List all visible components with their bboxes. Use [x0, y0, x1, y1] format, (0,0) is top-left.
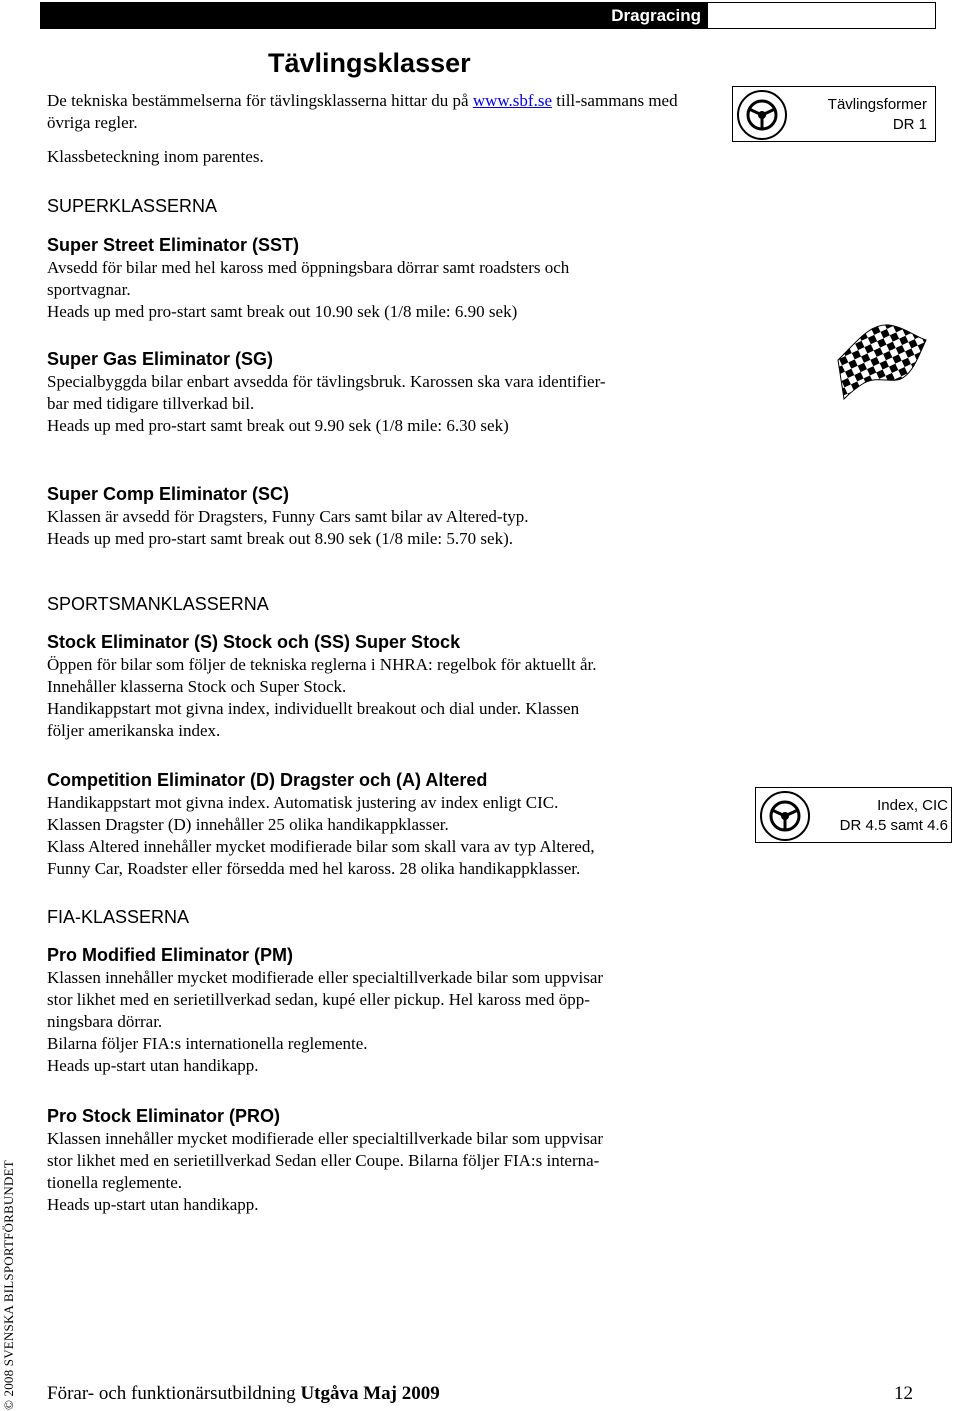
- class-line: Avsedd för bilar med hel kaross med öppningsbara dörrar samt roadsters och: [47, 258, 570, 277]
- footer: [47, 1383, 913, 1405]
- sidebox-index-cic: [755, 787, 952, 843]
- sidebox-text: [828, 95, 927, 135]
- section-sportsmanklasserna: SPORTSMANKLASSERNA: [47, 594, 269, 614]
- class-title: Super Comp Eliminator (SC): [47, 484, 290, 504]
- page-title: Tävlingsklasser: [268, 48, 471, 78]
- sidebox-line2: DR 1: [892, 116, 927, 133]
- sidebox-text: [840, 796, 948, 836]
- class-line: bar med tidigare tillverkad bil.: [47, 394, 255, 413]
- intro-before-link: De tekniska bestämmelserna för tävlingsklasserna hittar du på: [47, 91, 473, 110]
- class-line: stor likhet med en serietillverkad Sedan eller Coupe. Bilarna följer FIA:s interna-: [47, 1151, 600, 1170]
- class-line: Heads up med pro-start samt break out 9.90 sek (1/8 mile: 6.30 sek): [47, 416, 509, 435]
- class-line: Klassen Dragster (D) innehåller 25 olika handikappklasser.: [47, 815, 449, 834]
- class-line: Innehåller klasserna Stock och Super Stock.: [47, 677, 347, 696]
- class-line: stor likhet med en serietillverkad sedan, kupé eller pickup. Hel kaross med öpp-: [47, 990, 590, 1009]
- class-title: Super Street Eliminator (SST): [47, 235, 300, 255]
- sbf-logo-icon: [759, 790, 811, 842]
- header-box: [707, 2, 936, 29]
- sidebox-line2: DR 4.5 samt 4.6: [839, 817, 948, 834]
- section-fia-klasserna: FIA-KLASSERNA: [47, 907, 190, 927]
- sbf-logo-icon: [736, 89, 788, 141]
- class-line: tionella reglemente.: [47, 1173, 182, 1192]
- class-line: Heads up med pro-start samt break out 10.90 sek (1/8 mile: 6.90 sek): [47, 302, 518, 321]
- class-title: Stock Eliminator (S) Stock och (SS) Super Stock: [47, 632, 461, 652]
- section-superklasserna: SUPERKLASSERNA: [47, 196, 218, 216]
- class-line: Specialbyggda bilar enbart avsedda för tävlingsbruk. Karossen ska vara identifier-: [47, 372, 606, 391]
- checkered-flag-icon: [834, 315, 929, 400]
- class-line: Funny Car, Roadster eller försedda med hel kaross. 28 olika handikappklasser.: [47, 859, 581, 878]
- class-sg: [47, 347, 697, 437]
- class-line: följer amerikanska index.: [47, 721, 221, 740]
- header-bar: [40, 2, 707, 29]
- class-line: sportvagnar.: [47, 280, 131, 299]
- class-note: Klassbeteckning inom parentes.: [47, 147, 264, 166]
- copyright-vertical: © 2008 SVENSKA BILSPORTFÖRBUNDET: [1, 1160, 16, 1410]
- class-line: Klassen är avsedd för Dragsters, Funny Cars samt bilar av Altered-typ.: [47, 507, 529, 526]
- class-line: ningsbara dörrar.: [47, 1012, 163, 1031]
- sidebox-tavlingsformer: [732, 86, 936, 142]
- class-line: Öppen för bilar som följer de tekniska reglerna i NHRA: regelbok för aktuellt år.: [47, 655, 597, 674]
- sbf-link[interactable]: www.sbf.se: [472, 91, 552, 110]
- class-comp: [47, 768, 697, 880]
- intro-after-link: till-sammans med övriga regler.: [47, 91, 678, 132]
- page-number: 12: [894, 1383, 913, 1404]
- class-line: Handikappstart mot givna index, individuellt breakout och dial under. Klassen: [47, 699, 580, 718]
- section-label: Dragracing: [611, 6, 701, 25]
- class-line: Klassen innehåller mycket modifierade eller specialtillverkade bilar som uppvisar: [47, 968, 604, 987]
- class-sc: [47, 482, 697, 550]
- class-title: Super Gas Eliminator (SG): [47, 349, 274, 369]
- class-pro: [47, 1104, 697, 1216]
- sidebox-line1: Index, CIC: [877, 797, 948, 814]
- class-title: Pro Modified Eliminator (PM): [47, 945, 293, 965]
- class-title: Competition Eliminator (D) Dragster och (A) Altered: [47, 770, 488, 790]
- class-line: Klassen innehåller mycket modifierade eller specialtillverkade bilar som uppvisar: [47, 1129, 604, 1148]
- class-line: Heads up med pro-start samt break out 8.90 sek (1/8 mile: 5.70 sek).: [47, 529, 513, 548]
- class-line: Klass Altered innehåller mycket modifierade bilar som skall vara av typ Altered,: [47, 837, 595, 856]
- intro-text: [47, 90, 687, 134]
- class-pm: [47, 943, 697, 1077]
- class-title: Pro Stock Eliminator (PRO): [47, 1106, 281, 1126]
- class-line: Bilarna följer FIA:s internationella reglemente.: [47, 1034, 368, 1053]
- class-sst: [47, 233, 697, 323]
- footer-course: Förar- och funktionärsutbildning: [47, 1383, 301, 1404]
- class-line: Heads up-start utan handikapp.: [47, 1056, 259, 1075]
- footer-edition: Utgåva Maj 2009: [300, 1383, 440, 1404]
- class-stock: [47, 630, 697, 742]
- sidebox-line1: Tävlingsformer: [827, 96, 927, 113]
- class-line: Heads up-start utan handikapp.: [47, 1195, 259, 1214]
- class-line: Handikappstart mot givna index. Automatisk justering av index enligt CIC.: [47, 793, 559, 812]
